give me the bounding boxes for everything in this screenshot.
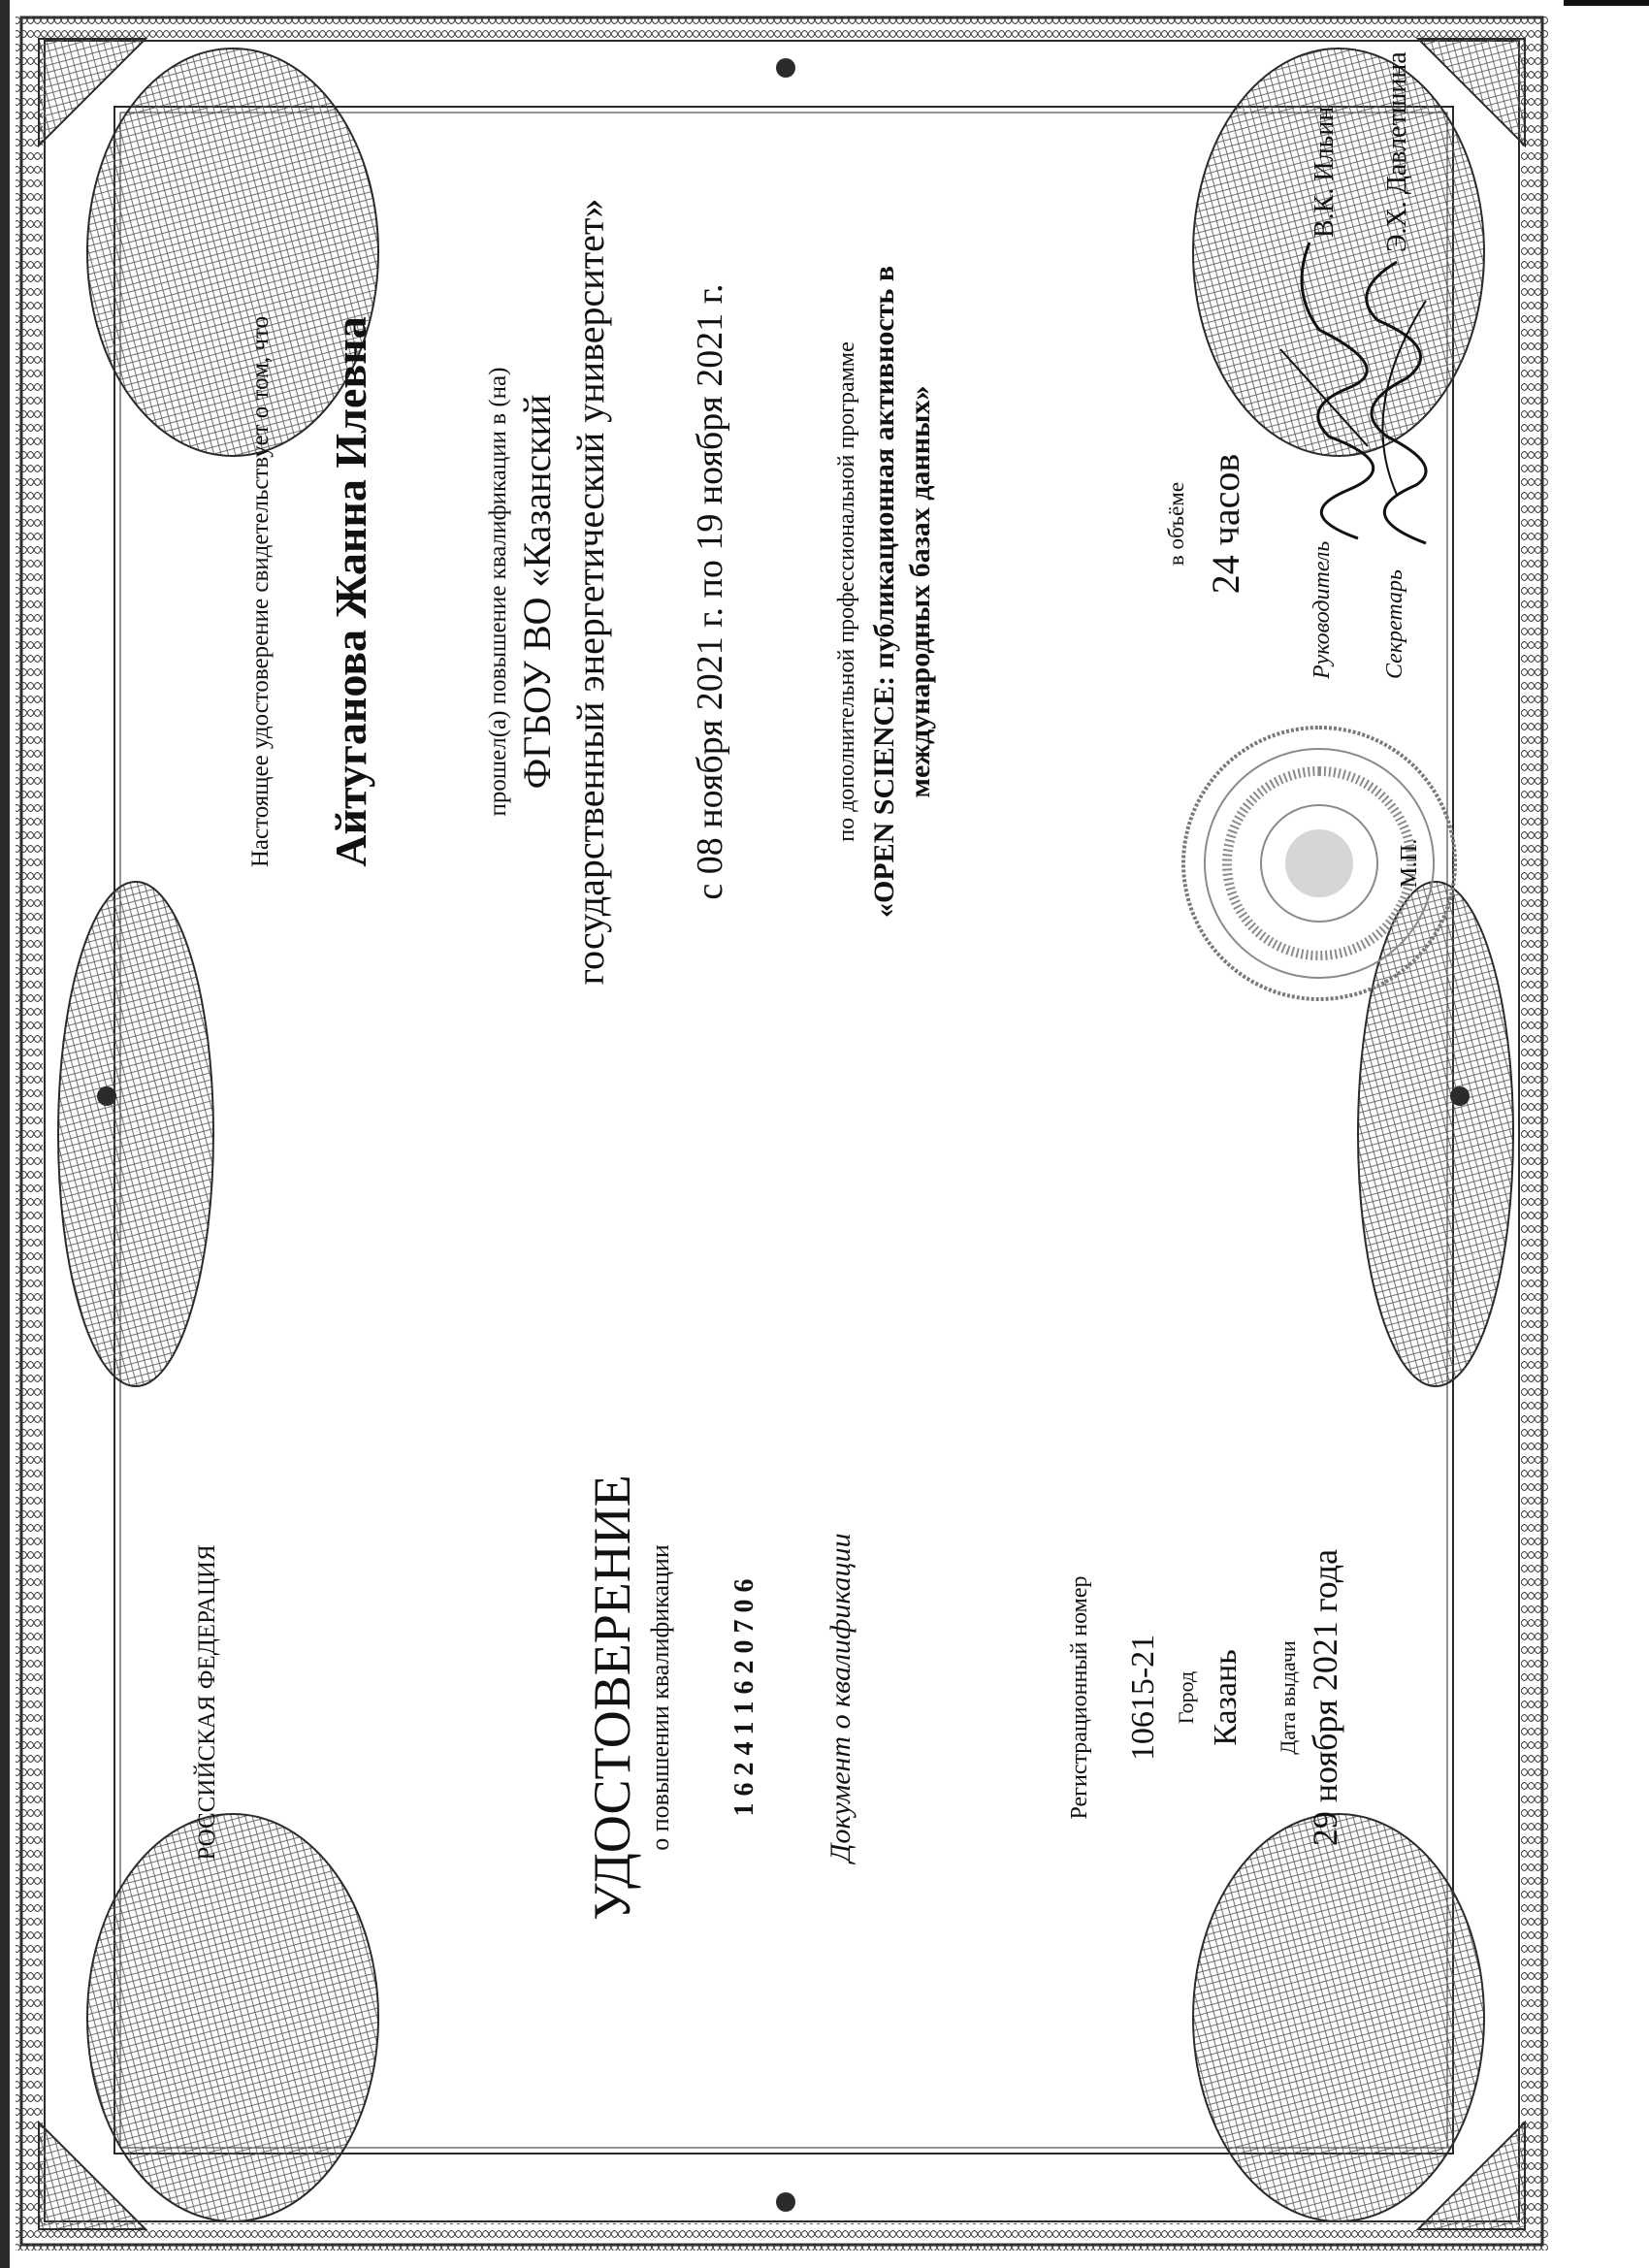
hours: 24 часов <box>1204 453 1247 595</box>
doc-title: УДОСТОВЕРЕНИЕ <box>583 1474 641 1921</box>
program-title-line-1 <box>868 179 901 1004</box>
secretary-signature <box>1339 243 1455 553</box>
head-name: В.К. Ильин <box>1310 106 1340 238</box>
certificate-rotated <box>58 29 1533 2221</box>
secretary-name: Э.Х. Давлетшина <box>1382 51 1412 252</box>
program-prefix: «OPEN SCIENCE: <box>868 675 900 919</box>
organization-line-1: ФГБОУ ВО «Казанский <box>515 394 559 790</box>
scan-margin <box>1564 0 1649 2268</box>
program-label: по дополнительной профессиональной программе <box>834 341 859 842</box>
scan-mark <box>1564 0 1649 6</box>
serial-number: 1 6 2 4 1 1 6 2 0 7 0 6 <box>729 1578 760 1817</box>
country-label: РОССИЙСКАЯ ФЕДЕРАЦИЯ <box>194 1544 220 1861</box>
issue-date: 29 ноября 2021 года <box>1306 1548 1344 1847</box>
city: Казань <box>1208 1649 1244 1746</box>
intro-text: Настоящее удостоверение свидетельствует о том, что <box>247 315 274 868</box>
passed-label: прошел(а) повышение квалификации в (на) <box>485 367 511 817</box>
secretary-role: Секретарь <box>1382 569 1407 679</box>
volume-label: в объёме <box>1164 481 1188 567</box>
program-rest: публикационная активность в <box>868 265 900 669</box>
issue-date-label: Дата выдачи <box>1276 1640 1300 1755</box>
study-period: с 08 ноября 2021 г. по 19 ноября 2021 г. <box>690 283 730 900</box>
head-role: Руководитель <box>1310 540 1335 679</box>
document-type: Документ о квалификации <box>824 1533 857 1863</box>
full-name: Айтуганова Жанна Илевна <box>326 316 375 867</box>
reg-number: 10615-21 <box>1125 1634 1161 1762</box>
doc-subtitle: о повышении квалификации <box>646 1544 674 1851</box>
organization-line-2: государственный энергетический университет» <box>568 198 612 986</box>
program-title-line-2: международных базах данных» <box>904 385 936 798</box>
stamp-label: М.П. <box>1397 838 1422 889</box>
reg-number-label: Регистрационный номер <box>1067 1575 1092 1820</box>
city-label: Город <box>1174 1670 1198 1725</box>
